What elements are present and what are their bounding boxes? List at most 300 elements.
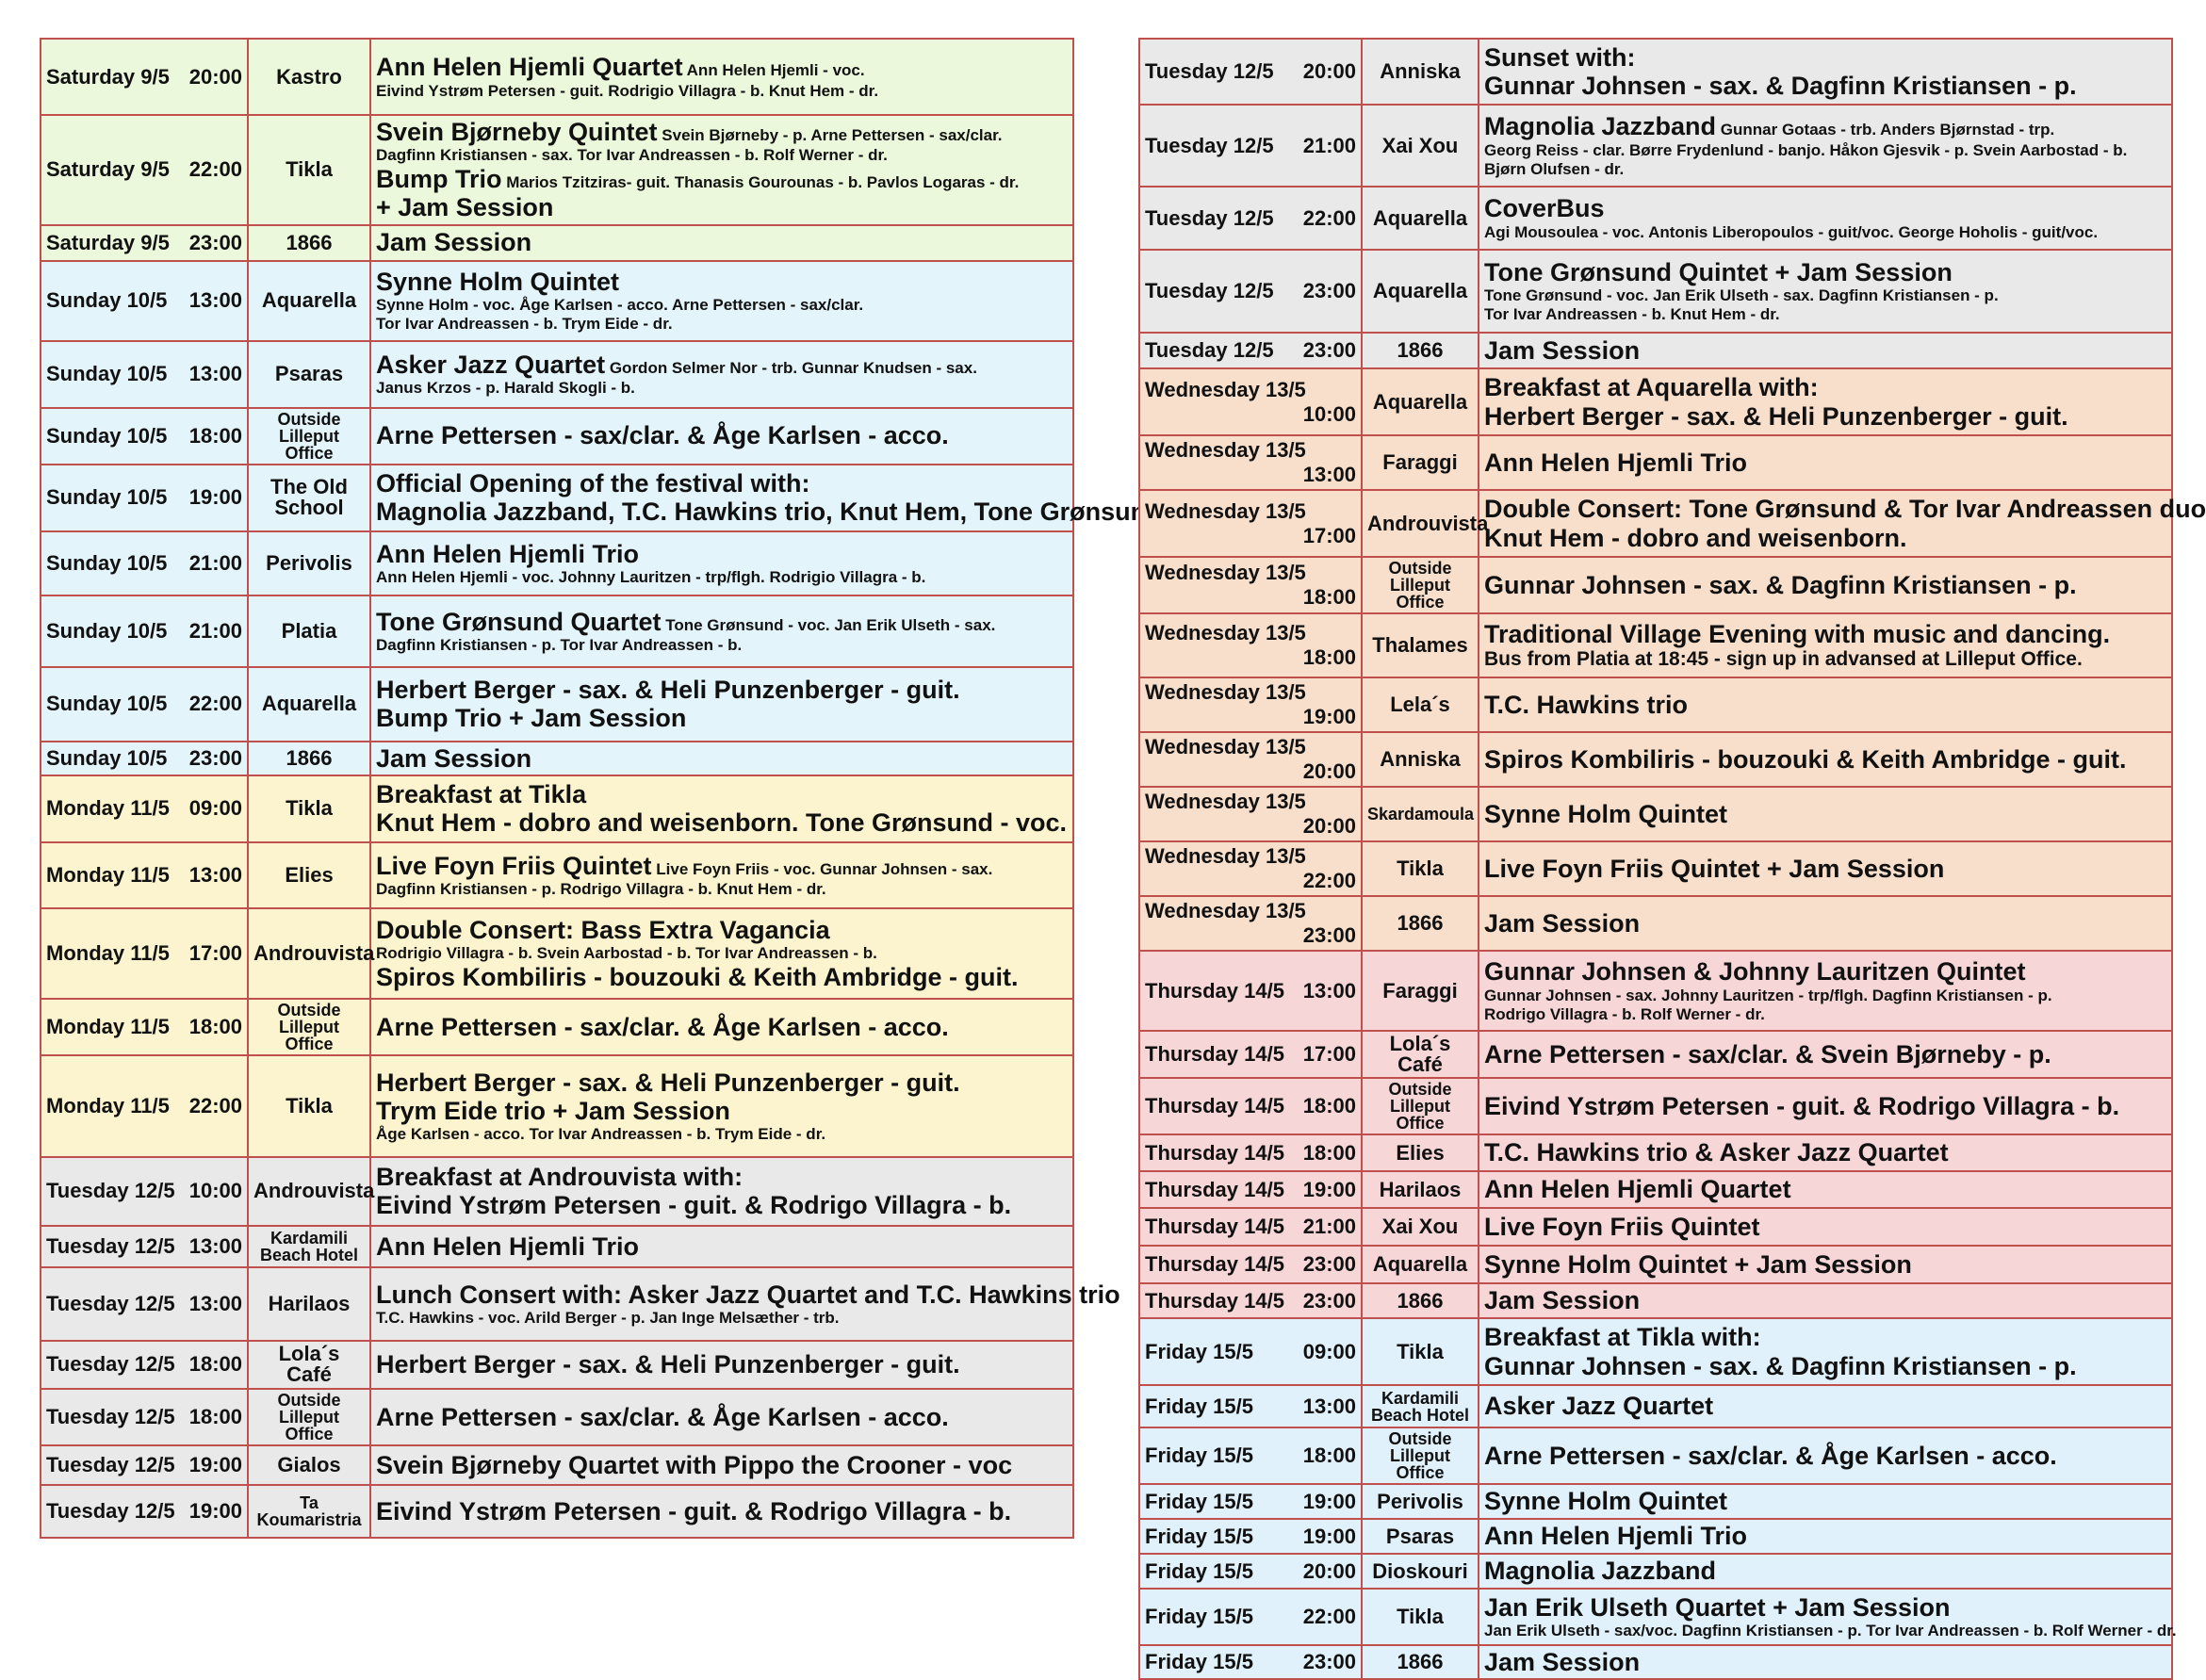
event-line	[376, 1191, 1068, 1219]
event-date: Wednesday 13/5	[1145, 735, 1306, 758]
event-cell	[1479, 1208, 2172, 1246]
event-line	[376, 608, 1068, 636]
date-time-cell	[1139, 250, 1362, 333]
schedule-row	[41, 1389, 1073, 1445]
event-detail: Rodrigio Villagra - b. Svein Aarbostad - b. Tor Ivar Andreassen - b.	[376, 943, 877, 962]
event-title: Breakfast at Tikla	[376, 780, 587, 809]
date-time-cell	[1139, 368, 1362, 435]
event-time: 20:00	[1302, 1558, 1356, 1583]
schedule-row	[1139, 187, 2172, 250]
event-date: Tuesday 12/5	[46, 1452, 175, 1476]
event-line	[376, 296, 1068, 315]
schedule-row	[1139, 1171, 2172, 1208]
event-date: Monday 11/5	[46, 796, 170, 821]
date-time-cell	[41, 595, 248, 667]
event-title: Arne Pettersen - sax/clar. & Svein Bjørneby - p.	[1484, 1039, 2051, 1068]
date-time-cell	[1139, 39, 1362, 105]
venue-cell: Faraggi	[1362, 951, 1479, 1031]
event-title: Live Foyn Friis Quintet	[376, 851, 652, 880]
event-time: 22:00	[1302, 869, 1356, 892]
event-time: 13:00	[188, 362, 242, 386]
date-time-cell	[41, 1157, 248, 1226]
event-line	[1484, 286, 2166, 305]
schedule-row	[41, 1341, 1073, 1389]
schedule-row	[1139, 613, 2172, 677]
event-time: 18:00	[188, 1352, 242, 1377]
event-date: Friday 15/5	[1145, 1524, 1253, 1548]
date-time-cell	[1139, 1078, 1362, 1134]
date-time-cell	[41, 531, 248, 595]
event-title: Ann Helen Hjemli Trio	[1484, 1522, 1748, 1551]
venue-cell: Outside Lilleput Office	[1362, 1078, 1479, 1134]
event-line	[376, 228, 1068, 256]
schedule-row	[1139, 1134, 2172, 1171]
venue-cell: Ta Koumaristria	[248, 1485, 370, 1538]
schedule-row	[41, 595, 1073, 667]
event-date: Thursday 14/5	[1145, 1288, 1284, 1313]
venue-cell: Kardamili Beach Hotel	[1362, 1385, 1479, 1427]
schedule-row	[1139, 841, 2172, 896]
event-line	[1484, 1323, 2166, 1351]
event-title: Breakfast at Androuvista with:	[376, 1163, 744, 1192]
event-cell	[1479, 1427, 2172, 1484]
event-title: Knut Hem - dobro and weisenborn. Tone Grønsund - voc.	[376, 808, 1068, 838]
event-cell	[370, 1267, 1120, 1341]
event-detail: Bus from Platia at 18:45 - sign up in advansed at Lilleput Office.	[1484, 648, 2083, 671]
event-time: 09:00	[188, 796, 242, 821]
event-line	[376, 118, 1068, 146]
schedule-row	[1139, 557, 2172, 613]
event-date: Sunday 10/5	[46, 288, 168, 313]
date-time-cell	[1139, 1031, 1362, 1078]
event-date: Sunday 10/5	[46, 745, 168, 770]
event-line	[1484, 1213, 2166, 1241]
schedule-row	[1139, 1078, 2172, 1134]
event-detail: Ann Helen Hjemli - voc. Johnny Lauritzen - trp/flgh. Rodrigio Villagra - b.	[376, 567, 926, 586]
date-time-cell	[41, 39, 248, 115]
event-cell	[370, 1341, 1073, 1389]
event-cell	[370, 908, 1073, 999]
date-time-cell	[1139, 787, 1362, 841]
date-time-cell	[1139, 557, 1362, 613]
date-time-cell	[1139, 1283, 1362, 1318]
event-cell	[370, 465, 1162, 531]
event-time: 19:00	[188, 485, 242, 510]
venue-cell: Aquarella	[1362, 187, 1479, 250]
event-detail: Georg Reiss - clar. Børre Frydenlund - banjo. Håkon Gjesvik - p. Svein Aarbostad - b.	[1484, 140, 2128, 159]
event-line	[376, 351, 1068, 379]
schedule-row	[1139, 1318, 2172, 1385]
event-title: Svein Bjørneby Quintet	[376, 118, 658, 146]
event-time: 21:00	[1302, 133, 1356, 157]
event-time: 21:00	[188, 618, 242, 643]
event-line	[376, 268, 1068, 296]
venue-cell: Psaras	[248, 341, 370, 408]
schedule-body-left	[41, 39, 1162, 1538]
event-line	[1484, 160, 2166, 179]
event-line	[376, 1403, 1068, 1431]
event-time: 18:00	[1302, 1443, 1356, 1467]
event-line	[1484, 1286, 2166, 1314]
event-title: Gunnar Johnsen - sax. & Dagfinn Kristiansen - p.	[1484, 570, 2077, 599]
event-date: Sunday 10/5	[46, 362, 168, 386]
event-cell	[370, 1226, 1073, 1267]
date-time-cell	[1139, 1589, 1362, 1645]
event-date: Monday 11/5	[46, 940, 170, 965]
venue-cell: Tikla	[1362, 841, 1479, 896]
venue-cell: Androuvista	[248, 1157, 370, 1226]
event-date: Saturday 9/5	[46, 230, 170, 254]
venue-cell: Skardamoula	[1362, 787, 1479, 841]
event-cell	[370, 531, 1073, 595]
event-line	[376, 704, 1068, 732]
event-line	[1484, 223, 2166, 242]
event-cell	[370, 1157, 1073, 1226]
event-date: Tuesday 12/5	[1145, 279, 1274, 302]
venue-cell: Perivolis	[248, 531, 370, 595]
event-title: Ann Helen Hjemli Trio	[1484, 448, 1748, 477]
venue-cell: Aquarella	[248, 667, 370, 742]
venue-cell: 1866	[248, 225, 370, 261]
date-time-cell	[41, 1341, 248, 1389]
venue-cell: 1866	[1362, 1283, 1479, 1318]
event-line	[376, 1309, 1068, 1328]
date-time-cell	[41, 1389, 248, 1445]
event-time: 23:00	[1302, 923, 1356, 947]
date-time-cell	[41, 408, 248, 465]
event-date: Monday 11/5	[46, 1014, 170, 1038]
event-title: Asker Jazz Quartet	[376, 351, 606, 380]
event-time: 18:00	[1302, 585, 1356, 609]
event-time: 23:00	[1302, 279, 1356, 302]
venue-cell: Outside Lilleput Office	[248, 1389, 370, 1445]
event-title: Synne Holm Quintet + Jam Session	[1484, 1249, 1912, 1279]
event-time: 22:00	[188, 1093, 242, 1117]
event-title: Asker Jazz Quartet	[1484, 1392, 1714, 1421]
schedule-table-left	[40, 38, 1162, 1539]
event-date: Tuesday 12/5	[1145, 133, 1274, 157]
event-time: 17:00	[1302, 1042, 1356, 1066]
event-date: Tuesday 12/5	[46, 1352, 175, 1377]
schedule-row	[1139, 1554, 2172, 1589]
venue-cell: 1866	[1362, 1645, 1479, 1679]
date-time-cell	[1139, 1134, 1362, 1171]
venue-cell: 1866	[248, 742, 370, 775]
event-title: Bump Trio	[376, 165, 502, 194]
event-cell	[370, 261, 1073, 341]
venue-cell: Elies	[248, 842, 370, 908]
venue-cell: Gialos	[248, 1445, 370, 1485]
event-line	[1484, 1250, 2166, 1279]
schedule-row	[1139, 1385, 2172, 1427]
date-time-cell	[41, 775, 248, 842]
event-line	[376, 744, 1068, 773]
venue-cell: Tikla	[1362, 1318, 1479, 1385]
event-time: 23:00	[1302, 1252, 1356, 1276]
event-title: Synne Holm Quintet	[376, 268, 620, 297]
event-cell	[370, 775, 1073, 842]
event-cell	[1479, 841, 2172, 896]
event-detail: T.C. Hawkins - voc. Arild Berger - p. Jan Inge Melsæther - trb.	[376, 1309, 840, 1327]
event-title: Ann Helen Hjemli Trio	[376, 539, 640, 568]
event-cell	[1479, 1134, 2172, 1171]
venue-cell: Tikla	[1362, 1589, 1479, 1645]
event-title: Ann Helen Hjemli Quartet	[376, 53, 683, 82]
event-time: 19:00	[1302, 1524, 1356, 1548]
event-detail: Dagfinn Kristiansen - sax. Tor Ivar Andreassen - b. Rolf Werner - dr.	[376, 146, 888, 165]
event-title: Knut Hem - dobro and weisenborn.	[1484, 523, 1907, 552]
event-cell	[1479, 1484, 2172, 1519]
schedule-row	[41, 115, 1073, 225]
event-time: 13:00	[1302, 978, 1356, 1003]
schedule-row	[1139, 368, 2172, 435]
event-date: Thursday 14/5	[1145, 1042, 1284, 1066]
venue-cell: Outside Lilleput Office	[1362, 1427, 1479, 1484]
event-line	[376, 1125, 1068, 1144]
event-title: Herbert Berger - sax. & Heli Punzenberger - guit.	[376, 1350, 960, 1379]
schedule-row	[1139, 677, 2172, 732]
schedule-row	[1139, 1208, 2172, 1246]
event-line	[376, 82, 1068, 101]
event-line	[1484, 1522, 2166, 1550]
event-date: Thursday 14/5	[1145, 1094, 1284, 1117]
schedule-row	[41, 465, 1073, 531]
event-detail: Ann Helen Hjemli - voc.	[682, 61, 865, 80]
event-line	[1484, 909, 2166, 938]
event-title: Ann Helen Hjemli Trio	[376, 1231, 640, 1261]
event-cell	[1479, 1171, 2172, 1208]
schedule-row	[41, 842, 1073, 908]
event-detail: Åge Karlsen - acco. Tor Ivar Andreassen - b. Trym Eide - dr.	[376, 1125, 826, 1144]
date-time-cell	[41, 1055, 248, 1157]
schedule-body-right	[1139, 39, 2206, 1679]
date-time-cell	[1139, 1554, 1362, 1589]
event-time: 19:00	[1302, 705, 1356, 728]
venue-cell: Aquarella	[1362, 250, 1479, 333]
event-line	[376, 165, 1068, 193]
event-cell	[370, 1055, 1073, 1157]
event-line	[1484, 1557, 2166, 1585]
event-date: Friday 15/5	[1145, 1394, 1253, 1418]
event-date: Sunday 10/5	[46, 550, 168, 575]
event-cell	[1479, 677, 2172, 732]
event-cell	[370, 341, 1073, 408]
event-title: Ann Helen Hjemli Quartet	[1484, 1175, 1791, 1204]
event-detail: Rodrigo Villagra - b. Rolf Werner - dr.	[1484, 1004, 1765, 1023]
event-detail: Tor Ivar Andreassen - b. Trym Eide - dr.	[376, 315, 673, 334]
event-title: Jam Session	[1484, 908, 1641, 938]
event-line	[376, 421, 1068, 449]
schedule-row	[1139, 490, 2172, 557]
event-cell	[1479, 490, 2206, 557]
event-title: Jam Session	[1484, 1286, 1641, 1315]
event-time: 19:00	[1302, 1177, 1356, 1201]
event-cell	[1479, 39, 2172, 105]
schedule-row	[1139, 1031, 2172, 1078]
venue-cell: Outside Lilleput Office	[1362, 557, 1479, 613]
event-time: 20:00	[1302, 759, 1356, 783]
event-line	[376, 852, 1068, 880]
schedule-row	[41, 667, 1073, 742]
event-cell	[1479, 333, 2172, 368]
event-date: Friday 15/5	[1145, 1339, 1253, 1363]
event-date: Wednesday 13/5	[1145, 680, 1306, 704]
event-time: 23:00	[1302, 338, 1356, 362]
venue-cell: Lela´s	[1362, 677, 1479, 732]
venue-cell: Psaras	[1362, 1519, 1479, 1554]
event-line	[376, 1068, 1068, 1097]
schedule-row	[41, 1267, 1073, 1341]
venue-cell: Thalames	[1362, 613, 1479, 677]
event-title: Live Foyn Friis Quintet	[1484, 1212, 1760, 1241]
event-detail: Live Foyn Friis - voc. Gunnar Johnsen - sax.	[651, 859, 993, 878]
event-date: Tuesday 12/5	[46, 1404, 175, 1428]
event-line	[1484, 194, 2166, 222]
date-time-cell	[41, 115, 248, 225]
event-line	[1484, 258, 2166, 286]
event-title: Traditional Village Evening with music and dancing.	[1484, 620, 2111, 649]
event-time: 23:00	[1302, 1288, 1356, 1313]
venue-cell: Harilaos	[248, 1267, 370, 1341]
schedule-row	[1139, 1519, 2172, 1554]
schedule-row	[1139, 951, 2172, 1031]
event-date: Friday 15/5	[1145, 1605, 1253, 1628]
schedule-row	[1139, 1645, 2172, 1679]
event-detail: Dagfinn Kristiansen - p. Rodrigo Villagra - b. Knut Hem - dr.	[376, 880, 826, 898]
event-detail: Bjørn Olufsen - dr.	[1484, 159, 1625, 178]
venue-cell: Lola´s Café	[1362, 1031, 1479, 1078]
event-line	[376, 636, 1068, 655]
event-cell	[370, 1485, 1073, 1538]
venue-cell: Anniska	[1362, 732, 1479, 787]
event-time: 13:00	[1302, 1394, 1356, 1418]
venue-cell: Kardamili Beach Hotel	[248, 1226, 370, 1267]
event-date: Thursday 14/5	[1145, 978, 1284, 1003]
event-time: 22:00	[1302, 1605, 1356, 1628]
event-line	[1484, 1352, 2166, 1380]
schedule-row	[41, 742, 1073, 775]
event-cell	[370, 667, 1073, 742]
event-line	[1484, 1442, 2166, 1470]
venue-cell: Androuvista	[248, 908, 370, 999]
event-title: Bump Trio + Jam Session	[376, 704, 687, 733]
event-line	[376, 193, 1068, 221]
event-cell	[370, 408, 1073, 465]
event-time: 13:00	[188, 288, 242, 313]
event-cell	[1479, 613, 2172, 677]
event-cell	[1479, 435, 2172, 490]
event-cell	[370, 225, 1073, 261]
event-title: Spiros Kombiliris - bouzouki & Keith Ambridge - guit.	[1484, 744, 2127, 774]
venue-cell: Tikla	[248, 115, 370, 225]
event-line	[376, 540, 1068, 568]
event-line	[1484, 987, 2166, 1005]
event-line	[1484, 373, 2166, 401]
event-line	[1484, 43, 2166, 72]
event-date: Sunday 10/5	[46, 618, 168, 643]
date-time-cell	[1139, 951, 1362, 1031]
event-time: 13:00	[188, 862, 242, 887]
event-title: Spiros Kombiliris - bouzouki & Keith Ambridge - guit.	[376, 962, 1019, 991]
event-title: Live Foyn Friis Quintet + Jam Session	[1484, 854, 1945, 883]
event-title: Jan Erik Ulseth Quartet + Jam Session	[1484, 1592, 1951, 1622]
event-detail: Marios Tzitziras- guit. Thanasis Gourounas - b. Pavlos Logaras - dr.	[501, 173, 1020, 192]
schedule-row	[41, 1055, 1073, 1157]
event-line	[1484, 524, 2166, 552]
event-time: 22:00	[188, 157, 242, 182]
event-cell	[370, 115, 1073, 225]
event-title: Lunch Consert with: Asker Jazz Quartet and T.C. Hawkins trio	[376, 1280, 1120, 1309]
event-detail: Janus Krzos - p. Harald Skogli - b.	[376, 379, 635, 398]
event-detail: Synne Holm - voc. Åge Karlsen - acco. Arne Pettersen - sax/clar.	[376, 296, 864, 315]
schedule-row	[1139, 1283, 2172, 1318]
schedule-row	[41, 39, 1073, 115]
event-line	[376, 568, 1068, 587]
event-title: Magnolia Jazzband, T.C. Hawkins trio, Knut Hem, Tone Grønsund	[376, 497, 1162, 527]
event-line	[376, 146, 1068, 165]
event-time: 21:00	[1302, 1215, 1356, 1238]
event-cell	[1479, 1318, 2172, 1385]
schedule-row	[1139, 1484, 2172, 1519]
venue-cell: Xai Xou	[1362, 105, 1479, 187]
venue-cell: Aquarella	[1362, 1246, 1479, 1283]
date-time-cell	[41, 1267, 248, 1341]
date-time-cell	[1139, 435, 1362, 490]
date-time-cell	[1139, 1427, 1362, 1484]
event-line	[376, 1497, 1068, 1525]
event-time: 13:00	[188, 1291, 242, 1315]
event-title: Eivind Ystrøm Petersen - guit. & Rodrigo Villagra - b.	[1484, 1091, 2120, 1120]
event-time: 23:00	[1302, 1650, 1356, 1674]
schedule-row	[1139, 333, 2172, 368]
event-time: 20:00	[1302, 59, 1356, 83]
event-time: 18:00	[1302, 1094, 1356, 1117]
schedule-row	[41, 261, 1073, 341]
event-time: 22:00	[1302, 205, 1356, 230]
event-date: Sunday 10/5	[46, 485, 168, 510]
event-detail: Dagfinn Kristiansen - p. Tor Ivar Andreassen - b.	[376, 635, 743, 654]
event-cell	[370, 1389, 1073, 1445]
event-date: Tuesday 12/5	[1145, 205, 1274, 230]
event-title: Svein Bjørneby Quartet with Pippo the Crooner - voc	[376, 1450, 1013, 1479]
venue-cell: Harilaos	[1362, 1171, 1479, 1208]
date-time-cell	[41, 999, 248, 1055]
event-line	[1484, 141, 2166, 160]
event-title: CoverBus	[1484, 194, 1605, 223]
event-date: Wednesday 13/5	[1145, 621, 1306, 644]
event-title: Double Consert: Tone Grønsund & Tor Ivar Andreassen duo	[1484, 495, 2206, 524]
event-title: Gunnar Johnsen - sax. & Dagfinn Kristiansen - p.	[1484, 1351, 2077, 1380]
event-line	[376, 963, 1068, 991]
event-time: 18:00	[188, 1404, 242, 1428]
event-time: 13:00	[1302, 463, 1356, 486]
event-line	[1484, 1392, 2166, 1420]
event-title: Sunset with:	[1484, 42, 1636, 72]
event-time: 19:00	[188, 1498, 242, 1523]
event-title: T.C. Hawkins trio	[1484, 690, 1689, 719]
event-title: Jam Session	[376, 228, 532, 257]
event-line	[376, 315, 1068, 334]
event-detail: Gordon Selmer Nor - trb. Gunnar Knudsen - sax.	[605, 359, 977, 378]
event-title: Arne Pettersen - sax/clar. & Åge Karlsen - acco.	[376, 1012, 949, 1041]
event-title: Official Opening of the festival with:	[376, 468, 810, 497]
event-line	[1484, 336, 2166, 365]
event-cell	[1479, 896, 2172, 951]
date-time-cell	[41, 261, 248, 341]
event-line	[1484, 305, 2166, 324]
schedule-row	[1139, 39, 2172, 105]
venue-cell: Androuvista	[1362, 490, 1479, 557]
